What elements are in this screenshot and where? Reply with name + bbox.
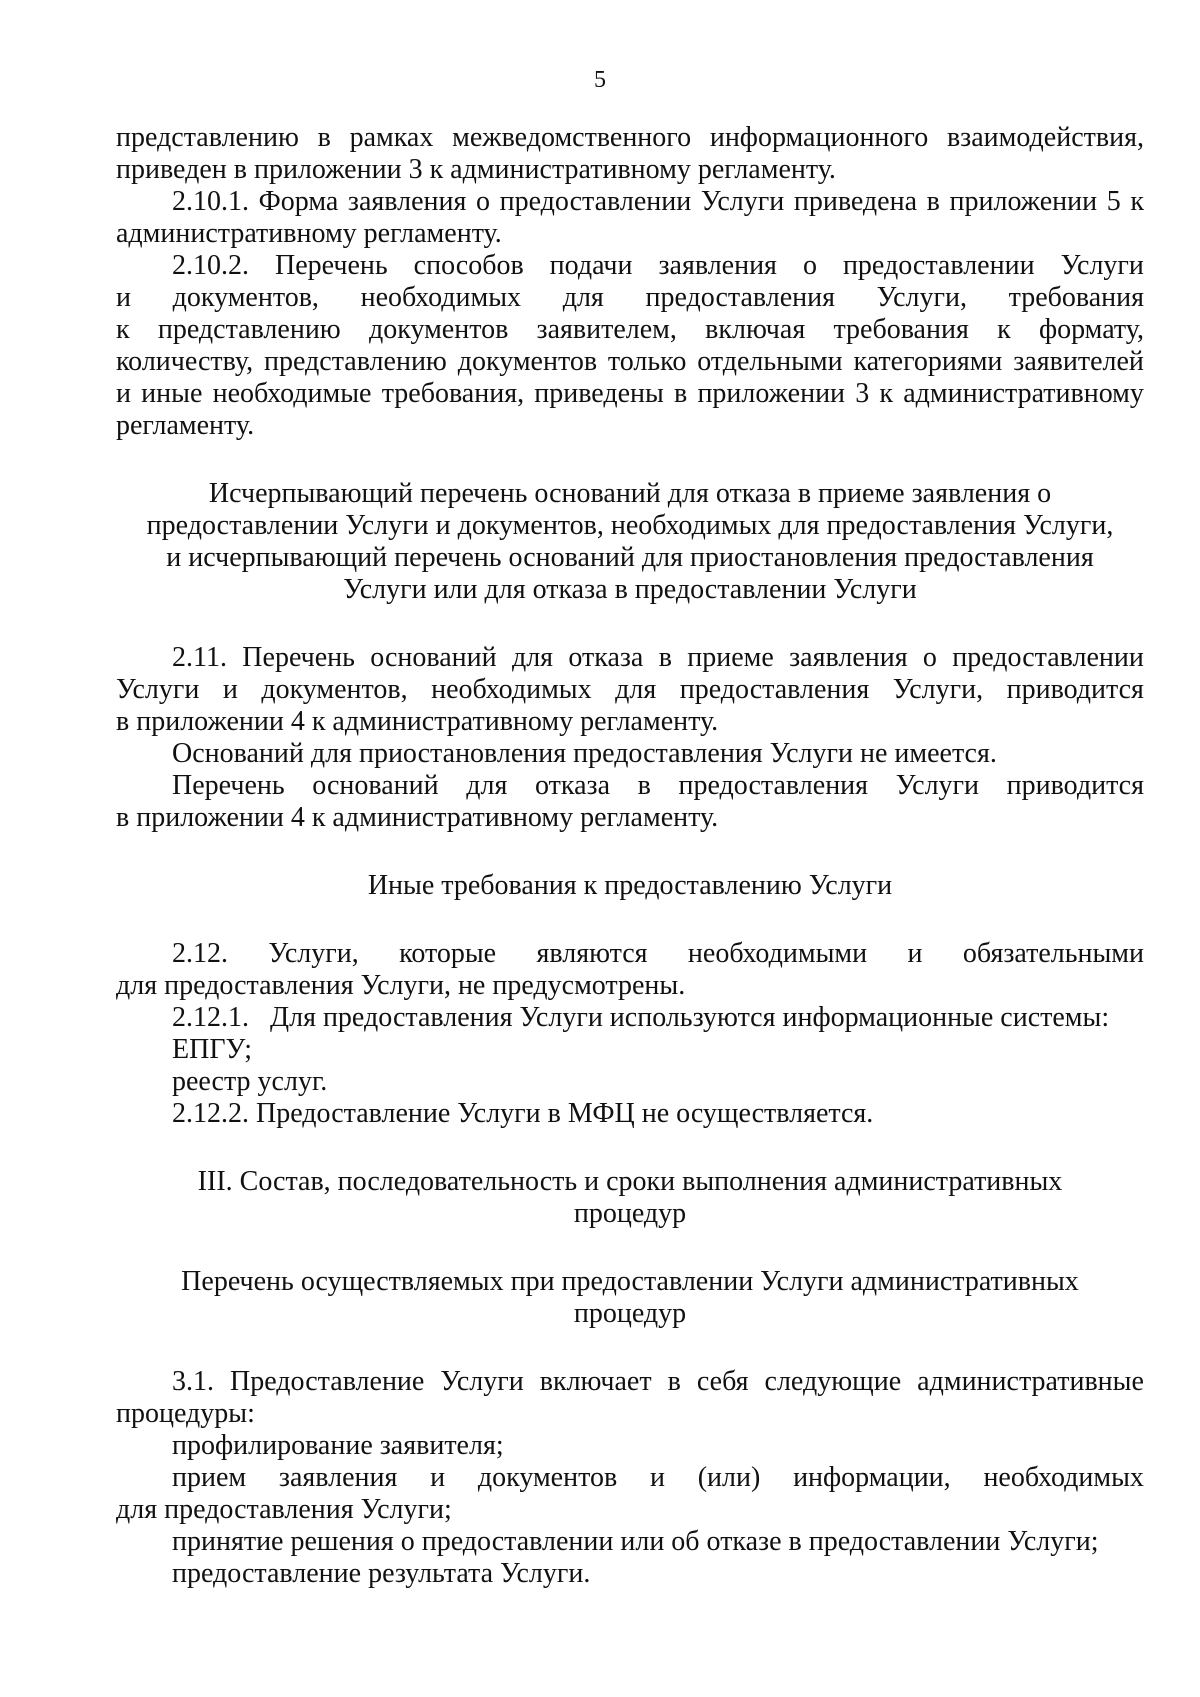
word: предоставления bbox=[645, 282, 835, 313]
word: отказа bbox=[535, 770, 610, 801]
word: приложении bbox=[697, 378, 846, 409]
word: Перечень bbox=[172, 770, 285, 801]
word: о bbox=[802, 250, 817, 281]
text-line: для предоставления Услуги, не предусмотрены. bbox=[116, 970, 686, 1001]
word: предоставлении bbox=[952, 642, 1144, 673]
justified-line bbox=[116, 378, 1144, 410]
word: Услуги bbox=[700, 186, 785, 217]
word: для bbox=[511, 642, 554, 673]
paragraph-2-12-2: 2.12.2. Предоставление Услуги в МФЦ не осуществляется. bbox=[172, 1098, 874, 1129]
word: Предоставление bbox=[230, 1366, 425, 1397]
paragraph-3-1 bbox=[116, 1366, 1144, 1430]
justified-line bbox=[116, 346, 1144, 378]
word: Услуги bbox=[1060, 250, 1144, 281]
justified-line bbox=[116, 186, 1144, 218]
word: отдельными bbox=[697, 346, 843, 377]
word: предоставлении bbox=[842, 250, 1035, 281]
text-line: в приложении 4 к административному регламенту. bbox=[116, 706, 719, 737]
word: включая bbox=[705, 314, 806, 345]
word: в bbox=[674, 378, 688, 409]
text-line: в приложении 4 к административному регламенту. bbox=[116, 802, 719, 833]
heading-line: процедур bbox=[573, 1198, 687, 1229]
heading-line: предоставлении Услуги и документов, необходимых для предоставления Услуги, bbox=[146, 510, 1114, 541]
text-line: для предоставления Услуги; bbox=[116, 1494, 452, 1525]
section-heading-refusal bbox=[116, 478, 1144, 606]
text-line: регламенту. bbox=[116, 410, 255, 441]
word: Перечень bbox=[242, 642, 355, 673]
word: межведомственного bbox=[452, 122, 692, 153]
word: в bbox=[317, 122, 331, 153]
word: в bbox=[667, 1366, 681, 1397]
word: заявителем, bbox=[536, 314, 677, 345]
paragraph-suspension: Оснований для приостановления предоставления Услуги не имеется. bbox=[172, 738, 997, 769]
justified-line bbox=[116, 1462, 1144, 1494]
word: Услуги, bbox=[876, 282, 967, 313]
word: и bbox=[116, 378, 131, 409]
word: о bbox=[476, 186, 490, 217]
word: Форма bbox=[258, 186, 339, 217]
list-item-result: предоставление результата Услуги. bbox=[172, 1558, 591, 1589]
word: 3.1. bbox=[172, 1366, 214, 1397]
list-item-decision: принятие решения о предоставлении или об отказе в предоставлении Услуги; bbox=[172, 1526, 1099, 1557]
paragraph-2-12-1: 2.12.1. Для предоставления Услуги используются информационные системы: bbox=[172, 1002, 1110, 1033]
paragraph-epgu: ЕПГУ; bbox=[172, 1034, 253, 1065]
word: к bbox=[116, 314, 130, 345]
word: 2.11. bbox=[172, 642, 227, 673]
word: предоставлении bbox=[499, 186, 692, 217]
word: требования bbox=[1008, 282, 1144, 313]
heading-line: Услуги или для отказа в предоставлении Услуги bbox=[343, 574, 917, 605]
word: для bbox=[562, 282, 604, 313]
word: 3 bbox=[855, 378, 870, 409]
word: только bbox=[607, 346, 687, 377]
justified-line bbox=[116, 122, 1144, 154]
word: заявления bbox=[789, 642, 908, 673]
paragraph-continuation bbox=[116, 122, 1144, 186]
word: 2.12. bbox=[172, 938, 228, 969]
word: заявителей bbox=[1013, 346, 1144, 377]
justified-line bbox=[116, 642, 1144, 674]
word: приложении bbox=[949, 186, 1098, 217]
word: необходимые bbox=[212, 378, 372, 409]
word: являются bbox=[536, 938, 648, 969]
word: себя bbox=[696, 1366, 749, 1397]
word: рамках bbox=[349, 122, 434, 153]
word: необходимых bbox=[360, 282, 522, 313]
word: информации, bbox=[793, 1462, 951, 1493]
word: необходимых bbox=[431, 674, 592, 705]
word: в bbox=[658, 642, 672, 673]
word: категориями bbox=[853, 346, 1003, 377]
word: формату, bbox=[1038, 314, 1144, 345]
heading-line: Иные требования к предоставлению Услуги bbox=[367, 870, 893, 901]
word: и bbox=[430, 1462, 446, 1493]
paragraph-2-10-2 bbox=[116, 250, 1144, 442]
word: к bbox=[997, 314, 1011, 345]
word: к bbox=[879, 378, 894, 409]
paragraph-2-10-1 bbox=[116, 186, 1144, 250]
paragraph-refusal-list bbox=[116, 770, 1144, 834]
section-heading-procedures bbox=[116, 1266, 1144, 1330]
word: административному bbox=[903, 378, 1144, 409]
word: для bbox=[615, 674, 657, 705]
word: взаимодействия, bbox=[946, 122, 1144, 153]
word: документов bbox=[477, 1462, 618, 1493]
word: необходимых bbox=[983, 1462, 1144, 1493]
word: которые bbox=[399, 938, 497, 969]
word: необходимыми bbox=[687, 938, 868, 969]
word: предоставления bbox=[678, 770, 869, 801]
word: и bbox=[116, 282, 131, 313]
heading-line: Перечень осуществляемых при предоставлении Услуги административных bbox=[181, 1266, 1079, 1297]
word: Перечень bbox=[275, 250, 388, 281]
word: Услуги bbox=[895, 770, 980, 801]
heading-line: III. Состав, последовательность и сроки выполнения административных bbox=[197, 1166, 1063, 1197]
page-number: 5 bbox=[594, 67, 606, 93]
word: документов, bbox=[172, 282, 319, 313]
word: административные bbox=[917, 1366, 1144, 1397]
word: прием bbox=[172, 1462, 247, 1493]
text-line: процедуры: bbox=[116, 1398, 255, 1429]
word: приведена bbox=[793, 186, 918, 217]
heading-line: Исчерпывающий перечень оснований для отказа в приеме заявления о bbox=[208, 478, 1052, 509]
word: приводится bbox=[1006, 674, 1144, 705]
word: оснований bbox=[370, 642, 497, 673]
word: заявления bbox=[278, 1462, 398, 1493]
word: и bbox=[649, 1462, 665, 1493]
section-heading-other bbox=[116, 870, 1144, 902]
justified-line bbox=[116, 938, 1144, 970]
word: заявления bbox=[658, 250, 777, 281]
word: подачи bbox=[549, 250, 633, 281]
word: заявления bbox=[347, 186, 467, 217]
list-item-profiling: профилирование заявителя; bbox=[172, 1430, 504, 1461]
word: 5 bbox=[1106, 186, 1121, 217]
word: приводится bbox=[1006, 770, 1144, 801]
word: в bbox=[637, 770, 651, 801]
word: (или) bbox=[697, 1462, 761, 1493]
word: следующие bbox=[764, 1366, 902, 1397]
word: в bbox=[926, 186, 940, 217]
word: представлению bbox=[263, 346, 447, 377]
text-line: административному регламенту. bbox=[116, 218, 502, 249]
word: к bbox=[1130, 186, 1144, 217]
text-line: приведен в приложении 3 к административному регламенту. bbox=[116, 154, 836, 185]
word: 2.10.1. bbox=[172, 186, 249, 217]
word: включает bbox=[539, 1366, 652, 1397]
word: приеме bbox=[687, 642, 774, 673]
paragraph-2-12 bbox=[116, 938, 1144, 1002]
word: обязательными bbox=[962, 938, 1144, 969]
paragraph-registry: реестр услуг. bbox=[172, 1066, 328, 1097]
word: документов bbox=[457, 346, 598, 377]
word: количеству, bbox=[116, 346, 254, 377]
justified-line bbox=[116, 674, 1144, 706]
justified-line bbox=[116, 314, 1144, 346]
word: и bbox=[907, 938, 923, 969]
word: Услуги bbox=[116, 674, 200, 705]
heading-line: процедур bbox=[573, 1298, 687, 1329]
justified-line bbox=[116, 250, 1144, 282]
justified-line bbox=[116, 282, 1144, 314]
word: документов, bbox=[261, 674, 408, 705]
justified-line bbox=[116, 770, 1144, 802]
list-item-reception bbox=[116, 1462, 1144, 1526]
word: документов bbox=[368, 314, 509, 345]
word: для bbox=[466, 770, 508, 801]
word: информационного bbox=[709, 122, 929, 153]
word: иные bbox=[141, 378, 203, 409]
word: приведены bbox=[534, 378, 664, 409]
section-heading-3 bbox=[116, 1166, 1144, 1230]
word: способов bbox=[413, 250, 524, 281]
word: оснований bbox=[312, 770, 439, 801]
word: предоставления bbox=[679, 674, 870, 705]
word: Услуги, bbox=[268, 938, 359, 969]
word: Услуги bbox=[440, 1366, 524, 1397]
word: и bbox=[222, 674, 238, 705]
word: требования, bbox=[381, 378, 525, 409]
word: о bbox=[922, 642, 937, 673]
paragraph-2-11 bbox=[116, 642, 1144, 738]
justified-line bbox=[116, 1366, 1144, 1398]
word: отказа bbox=[568, 642, 644, 673]
heading-line: и исчерпывающий перечень оснований для приостановления предоставления bbox=[166, 542, 1094, 573]
word: требования bbox=[833, 314, 969, 345]
word: Услуги, bbox=[892, 674, 984, 705]
word: представлению bbox=[157, 314, 341, 345]
document-body bbox=[116, 122, 1144, 1590]
word: 2.10.2. bbox=[172, 250, 249, 281]
word: представлению bbox=[116, 122, 299, 153]
